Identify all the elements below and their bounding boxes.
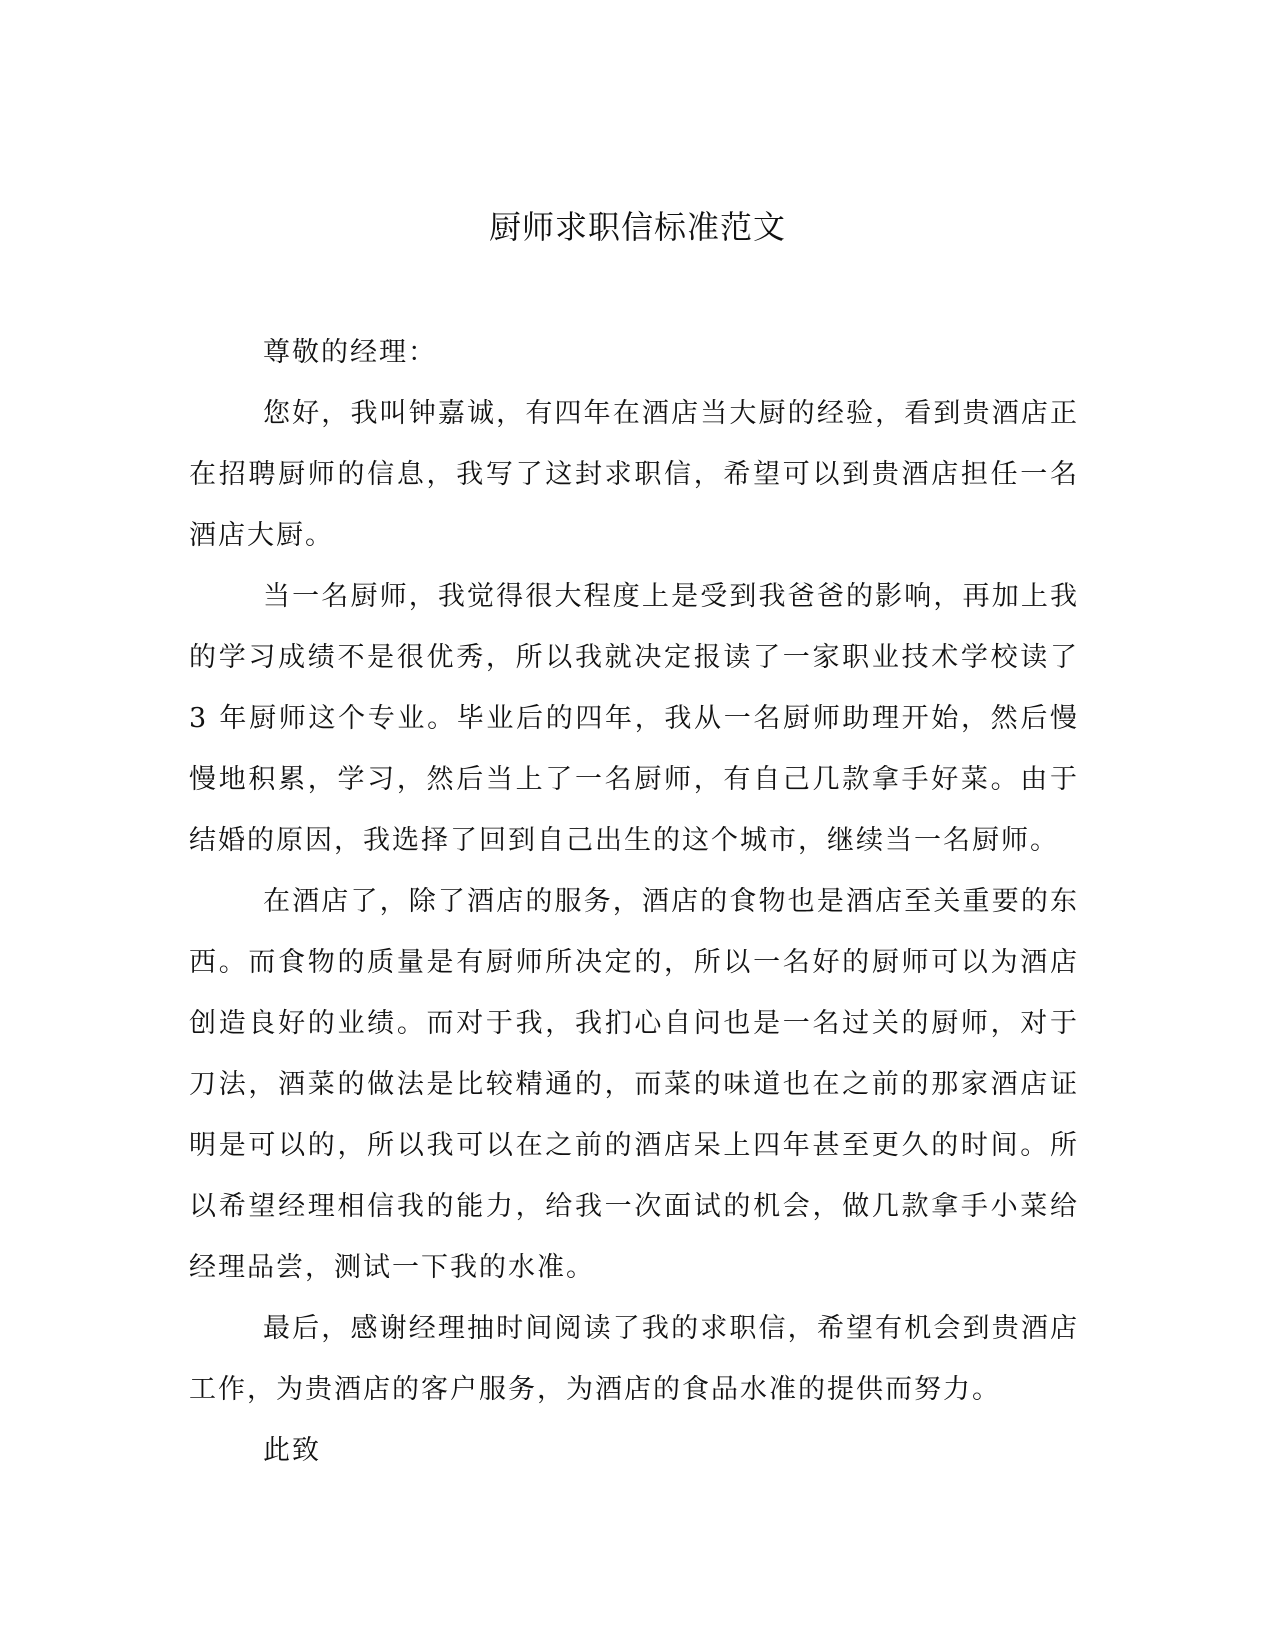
letter-salutation: 尊敬的经理： (263, 337, 437, 368)
letter-paragraph-background: 当一名厨师，我觉得很大程度上是受到我爸爸的影响，再加上我的学习成绩不是很优秀，所以我就决定报读了一家职业技术学校读了 3 年厨师这个专业。毕业后的四年，我从一名厨师助理开始，然后慢慢地积累，学习，然后当上了一名厨师，有自己几款拿手好菜。由于结婚的原因，我选择了回到自己出生的这个城市，继续当一名厨师。 (189, 581, 1079, 856)
letter-paragraph-greeting: 您好，我叫钟嘉诚，有四年在酒店当大厨的经验，看到贵酒店正在招聘厨师的信息，我写了这封求职信，希望可以到贵酒店担任一名酒店大厨。 (189, 398, 1079, 551)
letter-paragraph-skills: 在酒店了，除了酒店的服务，酒店的食物也是酒店至关重要的东西。而食物的质量是有厨师所决定的，所以一名好的厨师可以为酒店创造良好的业绩。而对于我，我扪心自问也是一名过关的厨师，对于刀法，酒菜的做法是比较精通的，而菜的味道也在之前的那家酒店证明是可以的，所以我可以在之前的酒店呆上四年甚至更久的时间。所以希望经理相信我的能力，给我一次面试的机会，做几款拿手小菜给经理品尝，测试一下我的水准。 (189, 886, 1079, 1283)
letter-paragraph-thanks: 最后，感谢经理抽时间阅读了我的求职信，希望有机会到贵酒店工作，为贵酒店的客户服务，为酒店的食品水准的提供而努力。 (189, 1313, 1079, 1405)
letter-body (189, 322, 1079, 1481)
letter-closing: 此致 (263, 1435, 321, 1466)
document-title: 厨师求职信标准范文 (488, 208, 786, 246)
